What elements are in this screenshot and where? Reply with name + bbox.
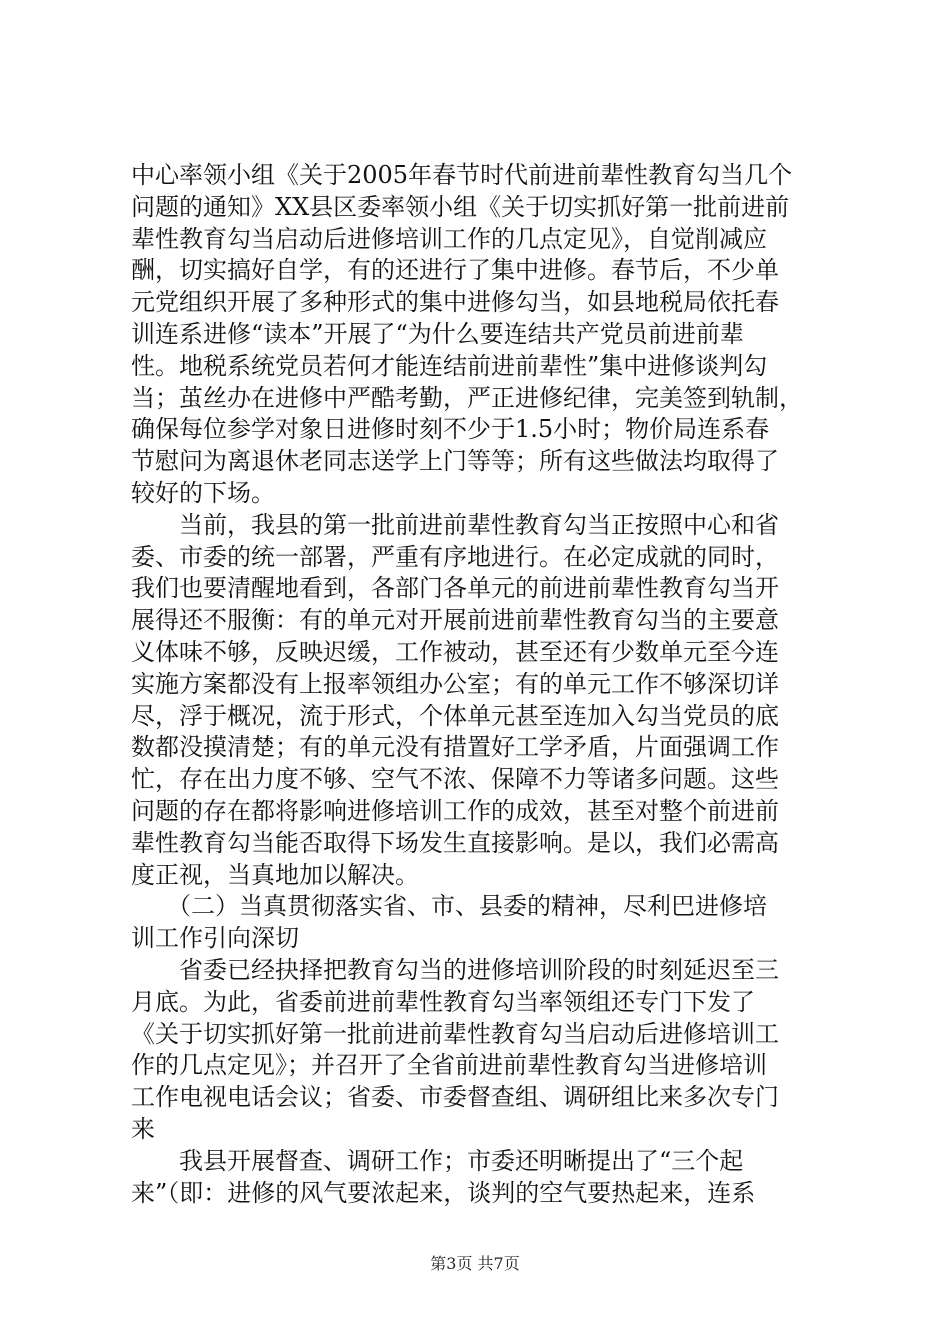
text-line: 实施方案都没有上报率领组办公室；有的单元工作不够深切详	[131, 669, 779, 698]
text-line: 省委已经抉择把教育勾当的进修培训阶段的时刻延迟至三	[131, 955, 779, 984]
text-line: 问题的通知》XX县区委率领小组《关于切实抓好第一批前进前	[131, 192, 790, 221]
text-line: 工作电视电话会议；省委、市委督查组、调研组比来多次专门	[131, 1083, 779, 1112]
text-line: 训工作引向深切	[131, 924, 299, 953]
text-line: 节慰问为离退休老同志送学上门等等；所有这些做法均取得了	[131, 447, 779, 476]
text-line: 忙，存在出力度不够、空气不浓、保障不力等诸多问题。这些	[131, 765, 779, 794]
text-line: 展得还不服衡：有的单元对开展前进前辈性教育勾当的主要意	[131, 606, 779, 635]
text-line: 当；茧丝办在进修中严酷考勤，严正进修纪律，完美签到轨制，	[131, 383, 803, 412]
text-line: 我县开展督查、调研工作；市委还明晰提出了“三个起	[131, 1146, 744, 1175]
text-line: 性。地税系统党员若何才能连结前进前辈性”集中进修谈判勾	[131, 351, 768, 380]
text-line: 作的几点定见》；并召开了全省前进前辈性教育勾当进修培训	[131, 1051, 767, 1080]
text-line: 当前，我县的第一批前进前辈性教育勾当正按照中心和省	[131, 510, 779, 539]
text-line: 尽，浮于概况，流于形式，个体单元甚至连加入勾当党员的底	[131, 701, 779, 730]
text-line: 数都没摸清楚；有的单元没有措置好工学矛盾，片面强调工作	[131, 733, 779, 762]
text-line: 训连系进修“读本”开展了“为什么要连结共产党员前进前辈	[131, 319, 744, 348]
body-text	[131, 160, 831, 1209]
text-line: 确保每位参学对象日进修时刻不少于1.5小时；物价局连系春	[131, 415, 770, 444]
text-line: 委、市委的统一部署，严重有序地进行。在必定成就的同时，	[131, 542, 779, 571]
text-line: 《关于切实抓好第一批前进前辈性教育勾当启动后进修培训工	[131, 1019, 779, 1048]
text-line: 来”（即：进修的风气要浓起来，谈判的空气要热起来，连系	[131, 1178, 756, 1207]
text-line: 我们也要清醒地看到，各部门各单元的前进前辈性教育勾当开	[131, 574, 779, 603]
text-line: 问题的存在都将影响进修培训工作的成效，甚至对整个前进前	[131, 796, 779, 825]
text-line: 中心率领小组《关于2005年春节时代前进前辈性教育勾当几个	[131, 161, 793, 189]
text-line: 月底。为此，省委前进前辈性教育勾当率领组还专门下发了	[131, 987, 755, 1016]
text-line: 度正视，当真地加以解决。	[131, 860, 419, 889]
text-line: 元党组织开展了多种形式的集中进修勾当，如县地税局依托春	[131, 288, 779, 317]
page-number-footer: 第3页 共7页	[430, 1254, 520, 1273]
text-line: 酬，切实搞好自学，有的还进行了集中进修。春节后，不少单	[131, 256, 779, 285]
text-line: 义体味不够，反映迟缓，工作被动，甚至还有少数单元至今连	[131, 637, 779, 666]
text-line: 来	[131, 1114, 155, 1143]
text-line: 辈性教育勾当能否取得下场发生直接影响。是以，我们必需高	[131, 828, 779, 857]
text-line: 辈性教育勾当启动后进修培训工作的几点定见》，自觉削减应	[131, 224, 767, 253]
text-line: 较好的下场。	[131, 478, 275, 507]
text-line: （二）当真贯彻落实省、市、县委的精神，尽利巴进修培	[131, 892, 767, 921]
